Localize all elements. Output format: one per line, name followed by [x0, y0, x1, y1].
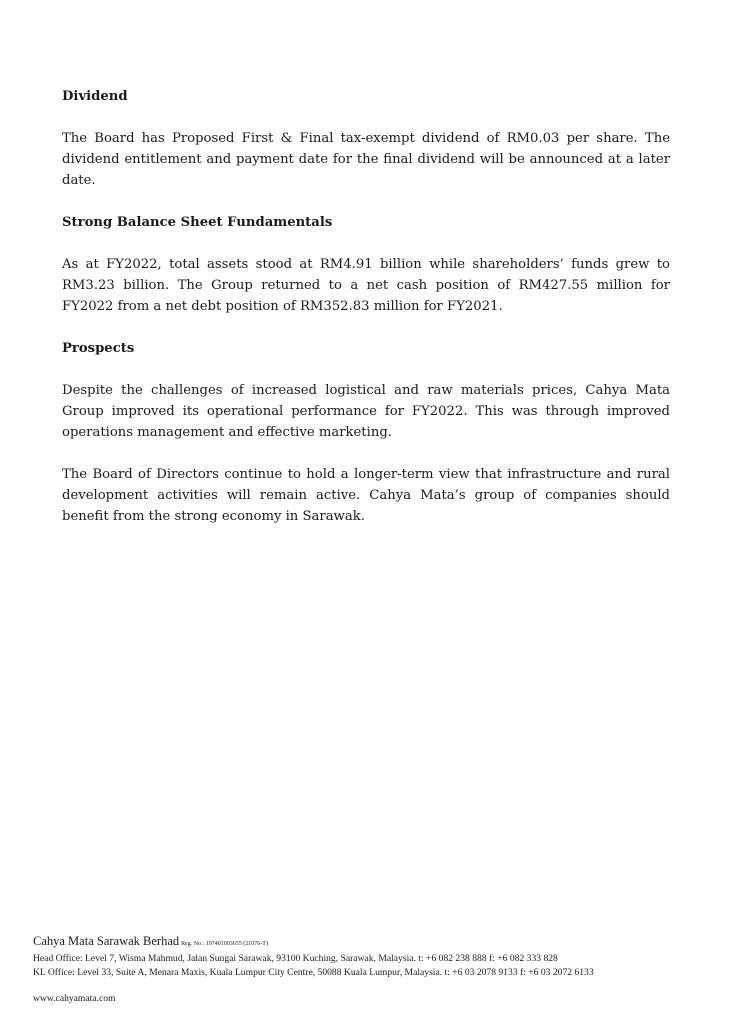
paragraph-prospects-2: The Board of Directors continue to hold a longer-term view that infrastructure and rural development activities will remain active. Cahya Mata’s group of companies should benefit from the strong economy in Sarawak. — [62, 467, 670, 524]
paragraph-balance-sheet: As at FY2022, total assets stood at RM4.91 billion while shareholders’ funds grew to RM3.23 billion. The Group returned to a net cash position of RM427.55 million for FY2022 from a net debt position of RM352.83 million for FY2021. — [62, 257, 670, 314]
paragraph-prospects-1: Despite the challenges of increased logistical and raw materials prices, Cahya Mata Group improved its operational performance for FY2022. This was through improved operations management and effective marketing. — [62, 383, 670, 440]
page-footer — [33, 933, 713, 1006]
heading-dividend: Dividend — [62, 89, 128, 104]
paragraph-dividend: The Board has Proposed First & Final tax-exempt dividend of RM0.03 per share. The dividend entitlement and payment date for the final dividend will be announced at a later date. — [62, 131, 670, 188]
heading-prospects: Prospects — [62, 341, 135, 356]
head-office-address: Head Office: Level 7, Wisma Mahmud, Jalan Sungai Sarawak, 93100 Kuching, Sarawak, Malaysia. t: +6 082 238 888 f: +6 082 333 828 — [33, 953, 558, 964]
company-name: Cahya Mata Sarawak Berhad — [33, 934, 180, 948]
footer-company-line — [33, 933, 713, 952]
registration-number: Reg. No.: 197401003655 (21076-T) — [181, 941, 268, 947]
kl-office-address: KL Office: Level 33, Suite A, Menara Maxis, Kuala Lumpur City Centre, 50088 Kuala Lumpur, Malaysia. t: +6 03 2078 9133 f: +6 03 2072 6133 — [33, 967, 594, 978]
heading-balance-sheet: Strong Balance Sheet Fundamentals — [62, 215, 333, 230]
website-link[interactable]: www.cahyamata.com — [33, 993, 116, 1004]
document-body — [62, 86, 670, 548]
